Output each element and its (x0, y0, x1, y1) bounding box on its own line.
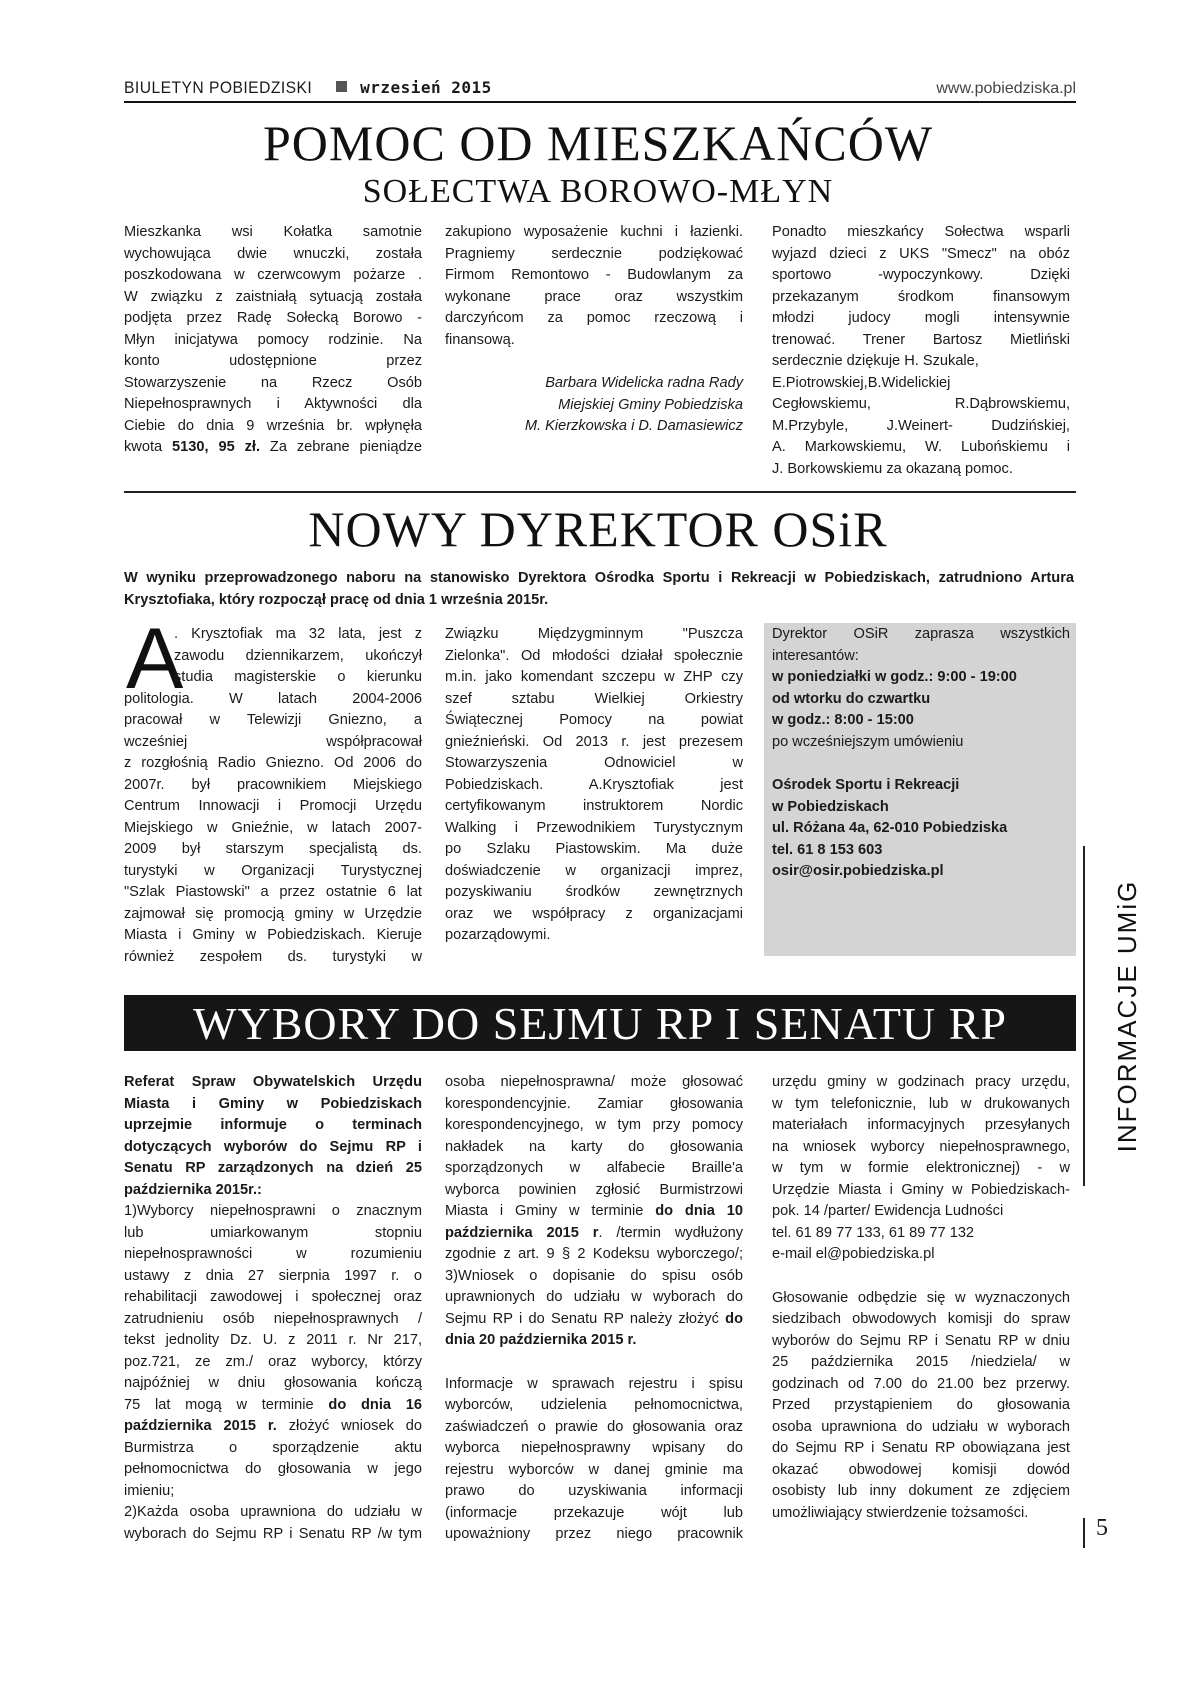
text-line: . Krysztofiak ma 32 lata, jest z (174, 626, 422, 642)
text-line: 1)Wyborcy niepełnosprawni o znacznym (124, 1203, 422, 1219)
text-line: rehabilitacji zawodowej i społecznej oraz (124, 1289, 422, 1305)
text-line: Mieszkanka wsi Kołatka samotnie (124, 224, 422, 240)
text-line: wyborca niepełnosprawny wpisany do (445, 1440, 743, 1456)
text-line: pracował w Telewizji Gniezno, a (124, 712, 422, 728)
text-line: darczyńcom za pomoc rzeczową i (445, 310, 743, 326)
text-line: zaświadczeń o prawie do głosowania oraz (445, 1418, 743, 1435)
section-divider (124, 491, 1076, 493)
text-line: Stowarzyszenia Odnowiciel w (445, 755, 743, 771)
article1-column-2 (445, 222, 743, 438)
drop-cap: A (126, 611, 184, 707)
article2-column-1 (124, 611, 422, 968)
emphasis-text: do dnia 16 (328, 1396, 423, 1413)
text-line: zajmował się promocją gminy w Urzędzie (124, 905, 422, 922)
text-line: podjęta przez Radę Sołecką Borowo - (124, 310, 422, 326)
text-line: 2009 był starszym specjalistą ds. (124, 841, 422, 857)
signature-line: Barbara Widelicka radna Rady (545, 375, 743, 391)
text-line: po wcześniejszym umówieniu (772, 733, 964, 750)
text-line: A. Markowskiemu, W. Lubońskiemu i (772, 439, 1070, 455)
text-line: tel. 61 89 77 133, 61 89 77 132 (772, 1224, 975, 1241)
text-line: Cegłowskiemu, R.Dąbrowskiemu, (772, 396, 1070, 412)
text-line: Centrum Innowacji i Promocji Urzędu (124, 798, 422, 814)
text-line: e-mail el@pobiedziska.pl (772, 1246, 935, 1262)
text-line: 2007r. był pracownikiem Miejskiego (124, 776, 422, 793)
text-line: Krysztofiaka, który rozpoczął pracę od dnia 1 września 2015r. (124, 592, 549, 608)
text-line: osoba niepełnosprawna/ może głosować (445, 1074, 743, 1090)
page-number-rule (1083, 1518, 1085, 1548)
text-line: rejestru wyborców w danej gminie ma (445, 1461, 743, 1478)
article2-column-2 (445, 624, 743, 947)
text-line: poszkodowana w czerwcowym pożarze . (124, 267, 422, 283)
text-line: m.in. jako komendant szczepu w ZHP czy (445, 669, 743, 685)
text-line (445, 1309, 743, 1331)
page-number: 5 (1096, 1515, 1108, 1541)
text-line: szef sztabu Wielkiej Orkiestry (445, 690, 743, 707)
section-label: INFORMACJE UMiG (1112, 879, 1142, 1153)
article1-column-1 (124, 222, 422, 459)
text-line: prawo do uzyskiwania informacji (445, 1483, 743, 1499)
text-line: interesantów: (772, 647, 859, 664)
article1-title: POMOC OD MIESZKAŃCÓW (262, 115, 934, 171)
text-line: tel. 61 8 153 603 (772, 841, 883, 858)
article3-column-3 (772, 1072, 1070, 1524)
text-line (445, 1330, 743, 1352)
text-span: Za zebrane pieniądze (260, 439, 422, 455)
text-line: Stowarzyszenie na Rzecz Osób (124, 374, 422, 391)
text-line: imieniu; (124, 1482, 175, 1499)
text-line: wyborów do Sejmu RP i Senatu RP w dniu (772, 1332, 1070, 1349)
text-line (124, 1416, 422, 1438)
text-line: J. Borkowskiemu za okazaną pomoc. (772, 460, 1013, 477)
text-line: 3)Wniosek o dopisanie do spisu osób (445, 1267, 743, 1284)
article3-title: WYBORY DO SEJMU RP I SENATU RP (193, 998, 1007, 1049)
article1-subtitle: SOŁECTWA BOROWO-MŁYN (362, 173, 834, 210)
text-line: M.Przybyle, J.Weinert- Dudzińskiej, (772, 417, 1070, 434)
text-line: lub umiarkowanym stopniu (124, 1224, 422, 1241)
text-line: turystyki w Organizacji Turystycznej (124, 862, 422, 879)
publication-name: BIULETYN POBIEDZISKI (124, 78, 313, 97)
text-line: sporządzonych w alfabecie Braille'a (445, 1160, 743, 1176)
text-span: złożyć wniosek do (276, 1418, 422, 1434)
text-line: po Szlaku Piastowskim. Ma duże (445, 841, 743, 857)
text-line: wcześniej współpracował (124, 733, 422, 750)
text-line: października 2015r.: (124, 1181, 262, 1198)
text-line: z rozgłośnią Radio Gniezno. Od 2006 do (124, 755, 422, 771)
text-line: w poniedziałki w godz.: 9:00 - 19:00 (772, 669, 1017, 685)
text-line (445, 1223, 743, 1245)
text-line: godzinach od 7.00 do 21.00 bez przerwy. (772, 1375, 1070, 1392)
text-line: konto udostępnione przez (124, 353, 422, 369)
emphasis-text: do (725, 1310, 743, 1327)
text-line: upoważniony przez niego pracownik (445, 1526, 743, 1542)
text-line: wyborców, udzielenia pełnomocnictwa, (445, 1397, 743, 1413)
text-line: doświadczenie w organizacji imprez, (445, 862, 743, 879)
emphasis-text: października 2015 r (445, 1224, 599, 1241)
website-url[interactable]: www.pobiedziska.pl (936, 80, 1076, 97)
article2-title: NOWY DYREKTOR OSiR (308, 501, 888, 557)
text-line: materiałach informacyjnych przesyłanych (772, 1117, 1070, 1133)
text-line: Świątecznej Pomocy na powiat (445, 712, 743, 728)
text-line: w tym w formie elektronicznej) - w (772, 1160, 1070, 1176)
sidebar-rule (1083, 846, 1085, 1186)
text-line (124, 437, 422, 459)
emphasis-text: dnia 20 października 2015 r. (445, 1332, 637, 1348)
text-line: ul. Różana 4a, 62-010 Pobiedziska (772, 820, 1008, 836)
text-line: poz.721, ze zm./ oraz wyborcy, którzy (124, 1353, 422, 1370)
signature-line: M. Kierzkowska i D. Damasiewicz (524, 418, 743, 434)
text-line: 2)Każda osoba uprawniona do udziału w (124, 1504, 422, 1520)
text-line: W związku z zaistniałą sytuacją została (124, 288, 422, 305)
issue-date: wrzesień 2015 (360, 78, 492, 97)
text-line: 25 października 2015 /niedziela/ w (772, 1354, 1070, 1370)
text-line: W wyniku przeprowadzonego naboru na stanowisko Dyrektora Ośrodka Sportu i Rekreacji w Pobiedziskach, zatrudniono Artura (124, 570, 1074, 586)
text-line: trenować. Trener Bartosz Mietliński (772, 331, 1070, 348)
text-line: pozyskiwaniu środków zewnętrznych (445, 884, 743, 900)
text-line: pok. 14 /parter/ Ewidencja Ludności (772, 1203, 1004, 1219)
text-line: Miasta i Gminy w Pobiedziskach. Kieruje (124, 927, 422, 943)
text-line: młodzi judocy mogli intensywnie (772, 310, 1070, 326)
text-line: urzędu gminy w godzinach pracy urzędu, (772, 1074, 1070, 1090)
text-span: Sejmu RP i do Senatu RP należy złożyć (445, 1310, 726, 1327)
text-line: uprzejmie informuje o terminach (124, 1117, 422, 1133)
text-line: zgodnie z art. 9 § 2 Kodeksu wyborczego/; (445, 1246, 743, 1262)
text-line: wychowująca dwie wnuczki, została (124, 245, 422, 262)
emphasis-text: do dnia 10 (655, 1203, 744, 1219)
text-line: gnieźnieński. Od 2013 r. jest prezesem (445, 733, 743, 750)
text-line: Pragniemy serdecznie podziękować (445, 245, 743, 262)
text-span: Miasta i Gminy w terminie (445, 1203, 656, 1219)
text-line: Walking i Przewodnikiem Turystycznym (445, 819, 743, 836)
text-span: 75 lat mogą w terminie (124, 1396, 329, 1413)
article1-column-3 (772, 222, 1070, 480)
text-line: przekazanym środkom finansowym (772, 288, 1070, 305)
text-line: ustawy z dnia 27 sierpnia 1997 r. o (124, 1267, 422, 1284)
text-line: osobisty lub inny dokument ze zdjęciem (772, 1483, 1070, 1499)
text-line: dotyczących wyborów do Sejmu RP i (124, 1138, 422, 1155)
text-line: umożliwiający stwierdzenie tożsamości. (772, 1504, 1029, 1521)
text-line: tekst jednolity Dz. U. z 2011 r. Nr 217, (124, 1332, 422, 1348)
text-line: w Pobiedziskach (772, 798, 889, 815)
text-line: Związku Międzygminnym "Puszcza (445, 626, 743, 642)
square-bullet-icon (336, 81, 347, 92)
info-box-text (772, 624, 1070, 883)
text-line: wykonane prace oraz wszystkim (445, 288, 743, 305)
text-line: Firmom Remontowo - Budowlanym za (445, 267, 743, 283)
text-line: niepełnosprawności w rozumieniu (124, 1246, 422, 1262)
text-line: Miejskiego w Gnieźnie, w latach 2007- (124, 819, 422, 836)
amount-text: 5130, 95 zł. (172, 439, 261, 455)
text-line: Referat Spraw Obywatelskich Urzędu (124, 1074, 422, 1090)
text-line: nakładek na karty do głosowania (445, 1138, 743, 1155)
text-line: (informacje przekazuje wójt lub (445, 1504, 743, 1521)
text-line: studia magisterskie o kierunku (174, 669, 422, 685)
emphasis-text: października 2015 r. (124, 1418, 277, 1434)
text-line: E.Piotrowskiej,B.Widelickiej (772, 374, 951, 391)
text-line: w tym telefonicznie, lub w drukowanych (772, 1095, 1070, 1112)
text-line: również zespołem ds. turystyki w (124, 948, 422, 965)
text-line: na wniosek wyborcy niepełnosprawnego, (772, 1138, 1070, 1155)
text-line: Zielonka". Od młodości działał społecznie (445, 647, 743, 664)
text-line: certyfikowanym instruktorem Nordic (445, 798, 743, 814)
text-line: w godz.: 8:00 - 15:00 (772, 712, 914, 728)
text-line: osir@osir.pobiedziska.pl (772, 863, 944, 879)
text-line: wyborca powinien zgłosić Burmistrzowi (445, 1181, 743, 1198)
signature-line: Miejskiej Gminy Pobiedziska (558, 396, 743, 413)
text-line: Senatu RP zarządzonych na dzień 25 (124, 1160, 422, 1176)
text-line: wyborach do Sejmu RP i Senatu RP /w tym (124, 1525, 422, 1542)
text-line: Urzędzie Miasta i Gminy w Pobiedziskach- (772, 1181, 1070, 1198)
text-line: uprawnionych do udziału w wyborach do (445, 1289, 743, 1305)
text-line: zakupiono wyposażenie kuchni i łazienki. (445, 224, 743, 240)
text-line: Informacje w sprawach rejestru i spisu (445, 1375, 743, 1392)
text-line: Burmistrza o sporządzenie aktu (124, 1439, 422, 1456)
publication-header (124, 78, 492, 98)
text-line: Pobiedziskach. A.Krysztofiak jest (445, 776, 743, 793)
article2-lead (124, 567, 1074, 611)
text-line: pozarządowymi. (445, 927, 551, 943)
text-line: Miasta i Gminy w Pobiedziskach (124, 1095, 422, 1112)
text-line: Ośrodek Sportu i Rekreacji (772, 777, 960, 793)
text-line: korespondencyjnego, w tym przy pomocy (445, 1117, 743, 1133)
header-rule (124, 101, 1076, 103)
text-line: sportowo -wypoczynkowy. Dzięki (772, 267, 1070, 283)
text-line: okazać obwodowej komisji dowód (772, 1461, 1070, 1478)
text-line: Przed przystąpieniem do głosowania (772, 1397, 1070, 1413)
text-line: pełnomocnictwa do głosowania w jego (124, 1461, 422, 1477)
text-line: oraz we współpracy z organizacjami (445, 905, 743, 922)
text-span: kwota (124, 439, 173, 455)
text-line: finansową. (445, 331, 515, 348)
article3-column-2 (445, 1072, 743, 1546)
text-line: wyjazd dzieci z UKS "Smecz" na obóz (772, 245, 1070, 262)
text-line: Niepełnosprawnych i Aktywności dla (124, 396, 422, 412)
text-line: siedzibach obwodowych komisji do spraw (772, 1311, 1070, 1327)
text-line: najpóźniej w dniu głosowania kończą (124, 1375, 422, 1391)
text-line: Głosowanie odbędzie się w wyznaczonych (772, 1289, 1070, 1306)
text-line: korespondencyjnie. Zamiar głosowania (445, 1095, 743, 1112)
text-line: Ponadto mieszkańcy Sołectwa wsparli (772, 224, 1070, 240)
article3-column-1 (124, 1072, 422, 1545)
text-line: Młyn inicjatywa pomocy rodzinie. Na (124, 331, 422, 348)
text-line: Ciebie do dnia 9 września br. wpłynęła (124, 417, 422, 434)
text-line: zawodu dziennikarzem, ukończył (174, 647, 422, 664)
text-line (445, 1201, 743, 1223)
text-line: osoba uprawniona do udziału w wyborach (772, 1418, 1070, 1435)
text-line: politologia. W latach 2004-2006 (124, 690, 422, 707)
text-line: zatrudnieniu osób niepełnosprawnych / (124, 1310, 422, 1327)
text-line: "Szlak Piastowski" a przez ostatnie 6 lat (124, 884, 422, 900)
text-span: . /termin wydłużony (598, 1224, 743, 1241)
text-line (124, 1395, 422, 1417)
text-line: do Sejmu RP i Senatu RP obowiązana jest (772, 1440, 1070, 1456)
text-line: od wtorku do czwartku (772, 690, 931, 707)
text-line: serdecznie dziękuje H. Szukale, (772, 353, 979, 369)
text-line: Dyrektor OSiR zaprasza wszystkich (772, 626, 1070, 642)
